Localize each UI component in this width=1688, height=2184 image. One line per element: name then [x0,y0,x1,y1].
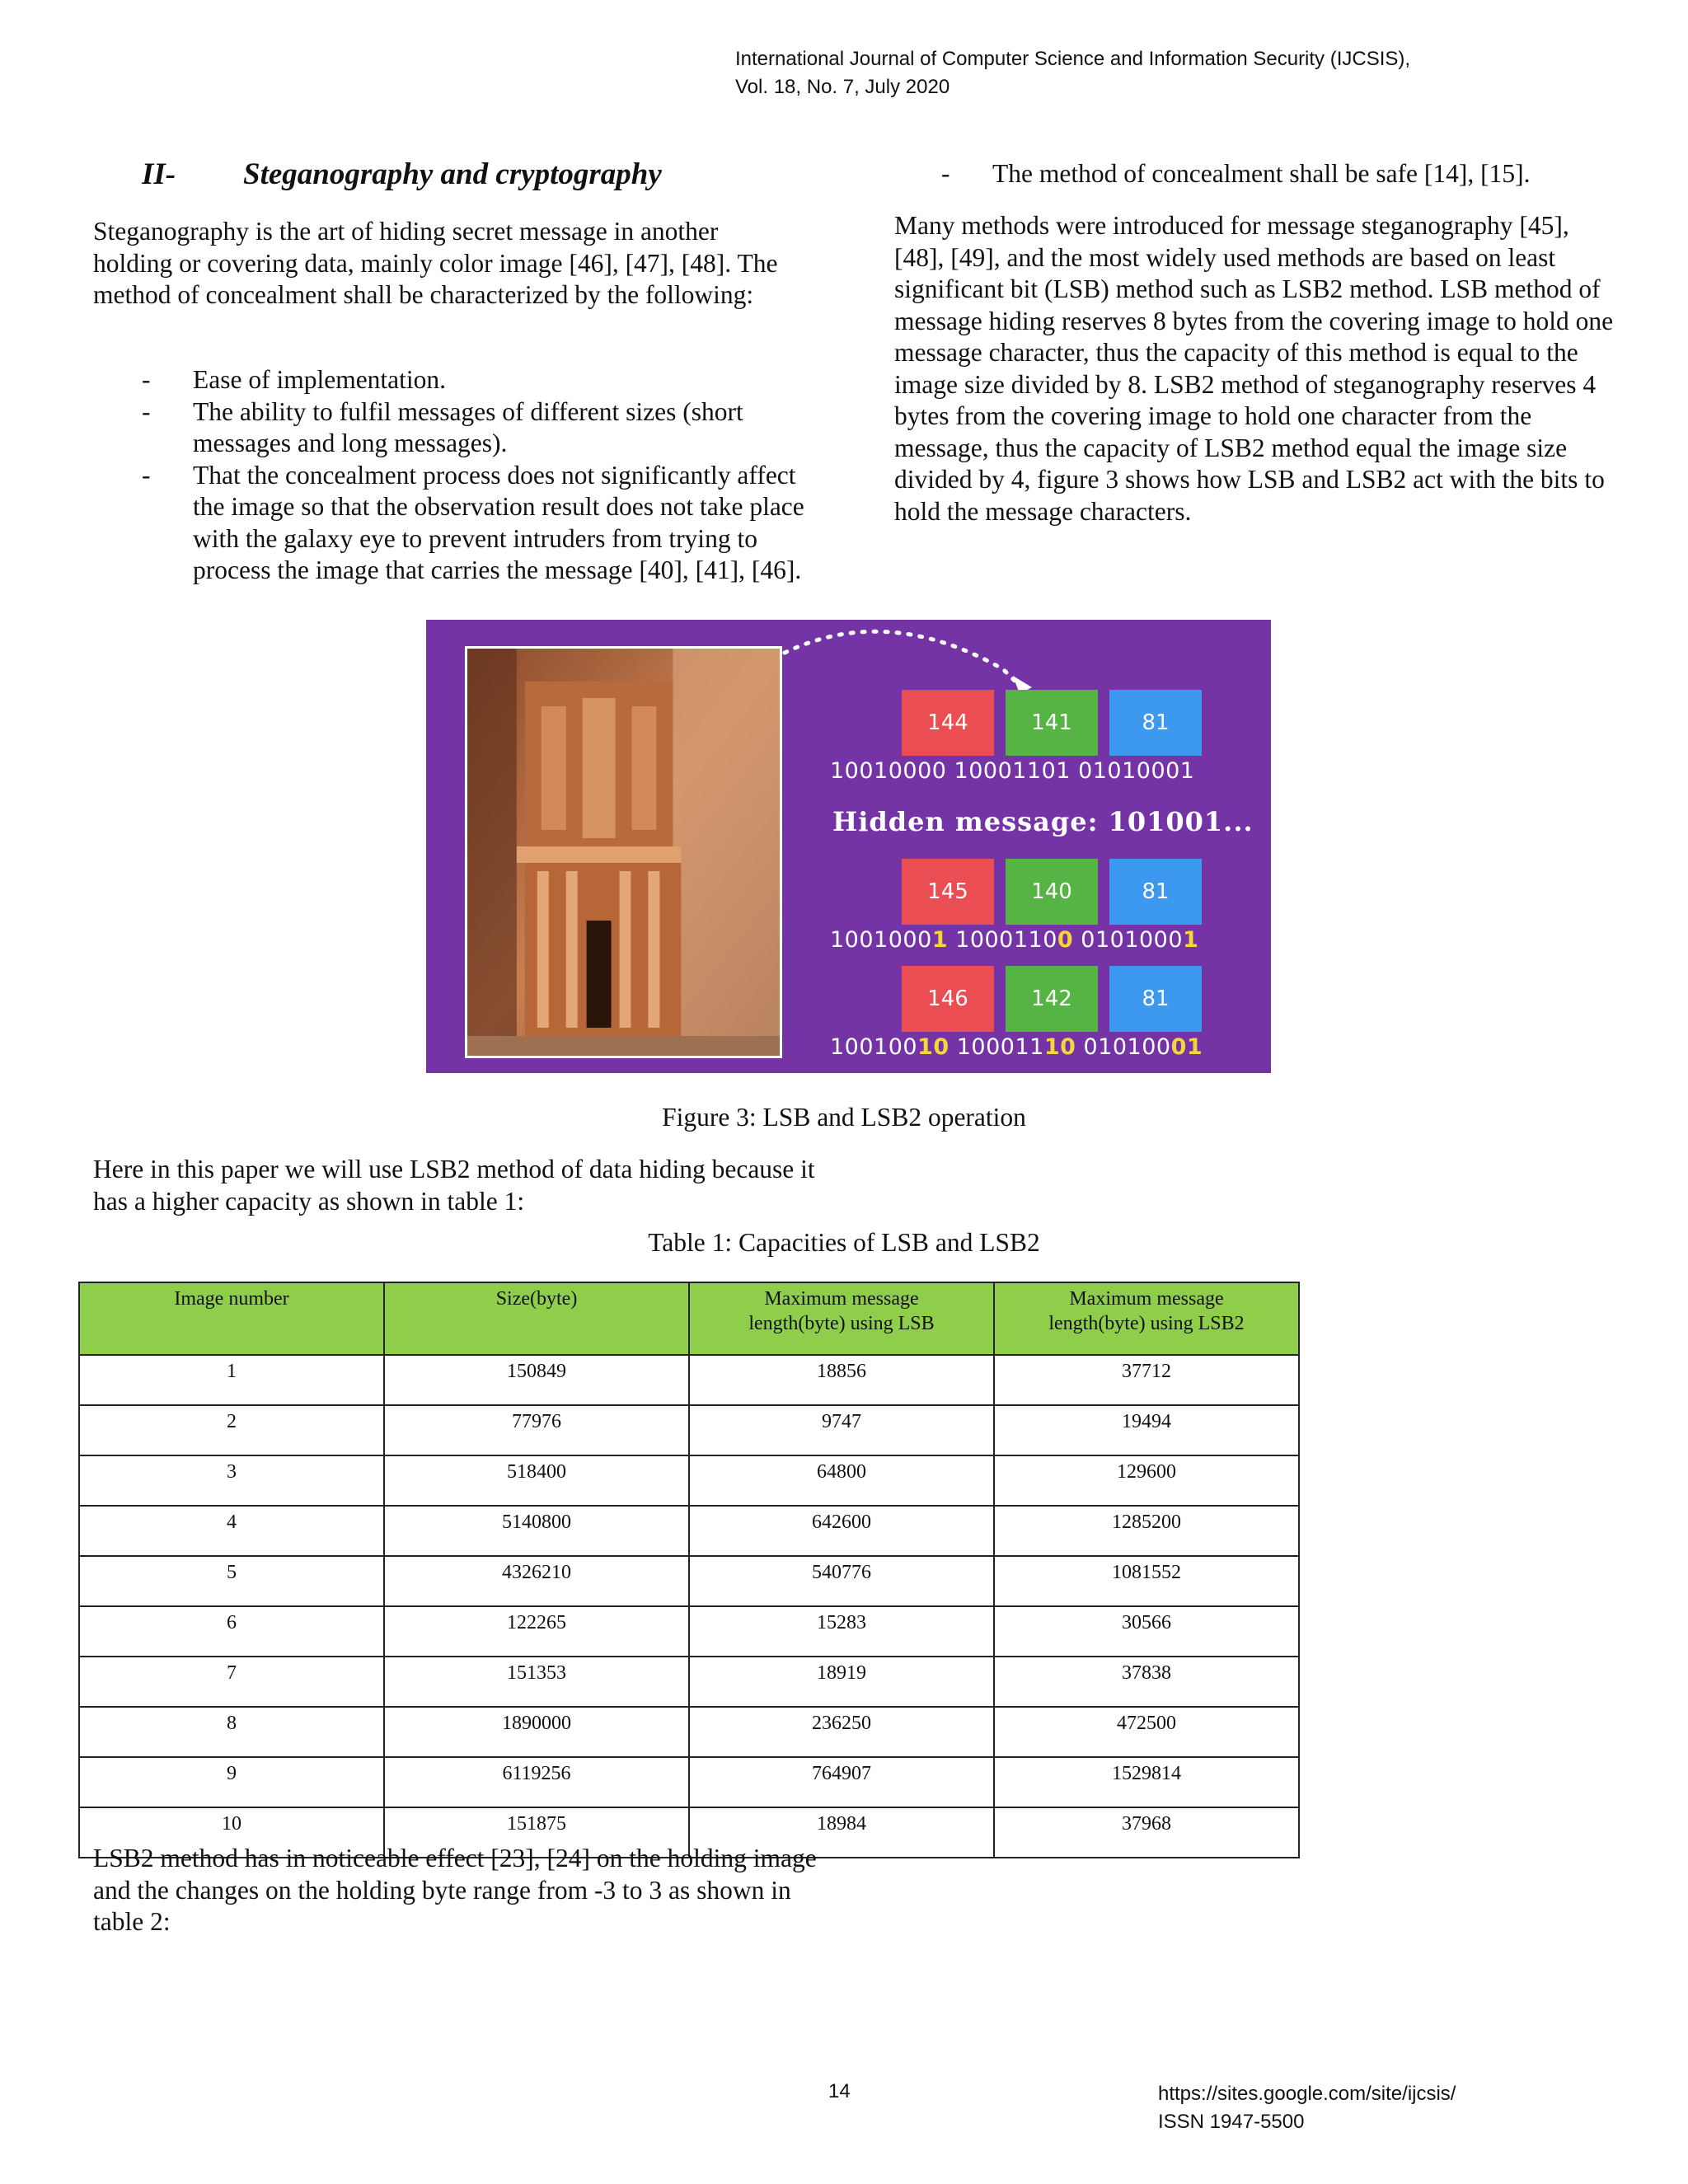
table-cell: 10 [79,1807,384,1858]
table-cell: 472500 [994,1707,1299,1757]
cover-image [465,646,782,1058]
journal-url[interactable]: https://sites.google.com/site/ijcsis/ [1158,2083,1456,2105]
table-cell: 236250 [689,1707,994,1757]
issn: ISSN 1947-5500 [1158,2111,1305,2133]
table-row [79,1707,1299,1757]
bullet-dash: - [941,159,950,188]
table-cell: 37968 [994,1807,1299,1858]
table-cell: 642600 [689,1506,994,1556]
lsb-figure [426,620,1271,1073]
section-title: Steganography and cryptography [243,157,662,191]
section-number: II- [142,157,176,191]
list-item: - The ability to fulfil messages of different sizes (short messages and long messages). [142,396,743,457]
bullet-dash: - [142,460,151,490]
table-row [79,1506,1299,1556]
table-cell: 5 [79,1556,384,1606]
table-cell: 15283 [689,1606,994,1657]
table-cell: 4326210 [384,1556,689,1606]
table-header-row [79,1282,1299,1355]
table-cell: 1529814 [994,1757,1299,1807]
table-cell: 9 [79,1757,384,1807]
table-cell: 129600 [994,1455,1299,1506]
table-cell: 4 [79,1506,384,1556]
column-header: Image number [79,1282,384,1355]
red-channel-value: 146 [902,966,994,1032]
safety-bullet: - The method of concealment shall be safe [14], [15]. [941,158,1531,190]
table-cell: 764907 [689,1757,994,1807]
table-cell: 64800 [689,1455,994,1506]
column-header: Maximum message length(byte) using LSB [689,1282,994,1355]
table-cell: 1 [79,1355,384,1405]
table-cell: 2 [79,1405,384,1455]
table-cell: 7 [79,1657,384,1707]
bits-row-lsb: 10010001 10001100 01010001 [830,927,1199,953]
table-row [79,1556,1299,1606]
table-cell: 18919 [689,1657,994,1707]
table-cell: 122265 [384,1606,689,1657]
table-row [79,1606,1299,1657]
table-cell: 540776 [689,1556,994,1606]
blue-channel-value: 81 [1109,859,1202,925]
list-item: - That the concealment process does not significantly affect the image so that the observation result does not take place with the galaxy eye to prevent intruders from trying to process the image that carries the message [40], [41], [46]. [142,460,804,584]
bullet-dash: - [142,396,151,426]
bits-row-original: 10010000 10001101 01010001 [830,758,1195,784]
table-row [79,1355,1299,1405]
capacity-table [78,1282,1300,1858]
intro-paragraph: Steganography is the art of hiding secret message in another holding or covering data, mainly color image [46], [47], [48]. The method of concealment shall be characterized by the following: [93,217,778,309]
table-cell: 5140800 [384,1506,689,1556]
table-row [79,1657,1299,1707]
table-row [79,1757,1299,1807]
pixel-row-lsb [902,859,1202,925]
red-channel-value: 144 [902,690,994,756]
column-header: Maximum message length(byte) using LSB2 [994,1282,1299,1355]
figure-caption: Figure 3: LSB and LSB2 operation [662,1103,1026,1132]
table-cell: 1285200 [994,1506,1299,1556]
bits-row-lsb2: 10010010 10001110 01010001 [830,1034,1203,1060]
green-channel-value: 140 [1006,859,1098,925]
table-cell: 77976 [384,1405,689,1455]
table-cell: 151875 [384,1807,689,1858]
blue-channel-value: 81 [1109,966,1202,1032]
table-cell: 6119256 [384,1757,689,1807]
blue-channel-value: 81 [1109,690,1202,756]
hidden-message-label: Hidden message: 101001... [832,806,1254,837]
table-cell: 518400 [384,1455,689,1506]
table-caption: Table 1: Capacities of LSB and LSB2 [648,1228,1040,1257]
journal-header [735,45,1410,101]
table-cell: 18984 [689,1807,994,1858]
green-channel-value: 142 [1006,966,1098,1032]
pixel-row-lsb2 [902,966,1202,1032]
list-item: - Ease of implementation. [93,364,818,396]
red-channel-value: 145 [902,859,994,925]
footer-info [1158,2080,1456,2136]
lsb2-usage-paragraph: Here in this paper we will use LSB2 method of data hiding because it has a higher capacity as shown in table 1: [93,1155,815,1216]
table-cell: 3 [79,1455,384,1506]
table-cell: 37712 [994,1355,1299,1405]
table-cell: 150849 [384,1355,689,1405]
table-cell: 18856 [689,1355,994,1405]
methods-paragraph: Many methods were introduced for message steganography [45], [48], [49], and the most widely used methods are based on least significant bit (LSB) method such as LSB2 method. LSB method of message hiding reserves 8 bytes from the covering image to hold one message character, thus the capacity of this method is equal to the image size divided by 8. LSB2 method of steganography reserves 4 bytes from the covering image to hold one character from the message, thus the capacity of LSB2 method equal the image size divided by 4, figure 3 shows how LSB and LSB2 act with the bits to hold the message characters. [894,211,1614,526]
journal-title: International Journal of Computer Science and Information Security (IJCSIS), [735,48,1411,70]
table-row [79,1405,1299,1455]
table-cell: 9747 [689,1405,994,1455]
table-cell: 1890000 [384,1707,689,1757]
petra-treasury-image [467,649,780,1056]
table-cell: 1081552 [994,1556,1299,1606]
table-cell: 151353 [384,1657,689,1707]
table-cell: 19494 [994,1405,1299,1455]
table-row [79,1455,1299,1506]
section-heading [142,157,662,192]
bullet-dash: - [142,365,151,394]
pixel-row-original [902,690,1202,756]
requirements-list [93,364,818,587]
closing-paragraph: LSB2 method has in noticeable effect [23], [24] on the holding image and the changes on the holding byte range from -3 to 3 as shown in table 2: [93,1844,817,1936]
table-cell: 30566 [994,1606,1299,1657]
column-header: Size(byte) [384,1282,689,1355]
journal-volume: Vol. 18, No. 7, July 2020 [735,76,950,98]
table-cell: 6 [79,1606,384,1657]
green-channel-value: 141 [1006,690,1098,756]
page-number: 14 [828,2080,851,2102]
table-cell: 37838 [994,1657,1299,1707]
table-cell: 8 [79,1707,384,1757]
